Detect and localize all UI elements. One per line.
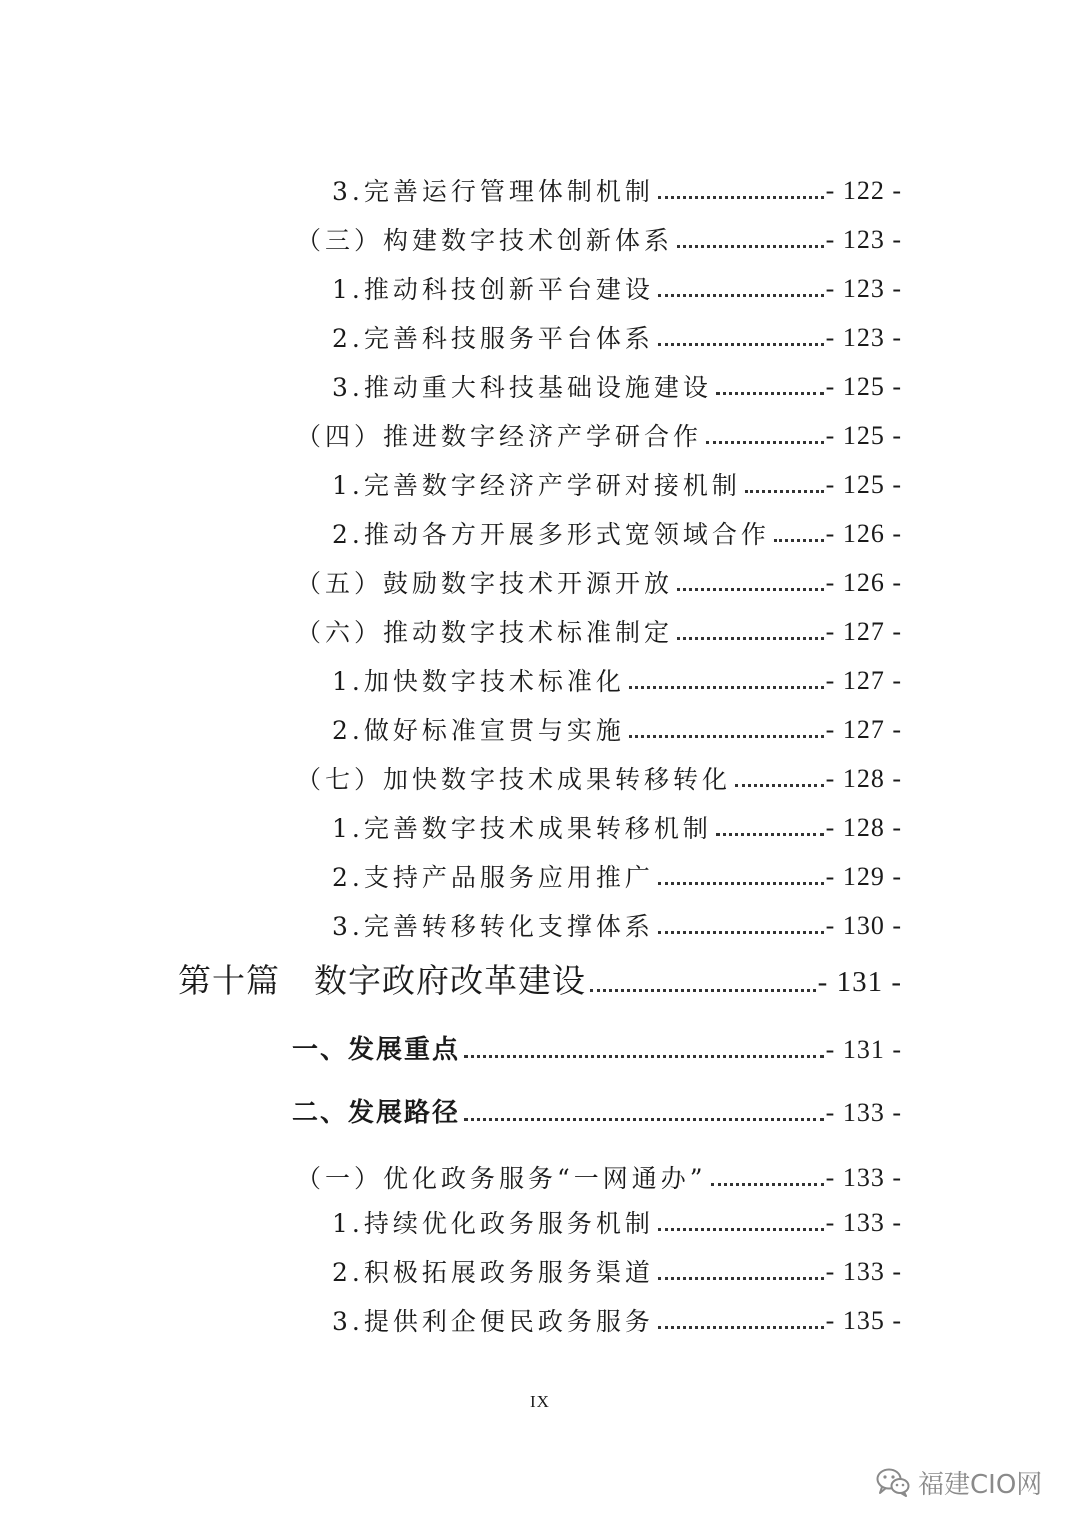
leader-dots — [464, 1118, 824, 1121]
toc-entry-label: （一）优化政务服务“一网通办” — [296, 1164, 707, 1193]
toc-entry-page: - 123 - — [825, 323, 902, 352]
toc-entry-page: - 123 - — [825, 274, 902, 303]
toc-entry-label: 2.做好标准宣贯与实施 — [332, 716, 625, 745]
toc-entry-page: - 122 - — [825, 176, 902, 205]
toc-entry-label: 3.提供利企便民政务服务 — [332, 1307, 654, 1336]
leader-dots — [774, 539, 824, 542]
toc-entry-page: - 131 - — [817, 966, 902, 998]
toc-entry-page: - 125 - — [825, 372, 902, 401]
leader-dots — [464, 1055, 824, 1058]
toc-entry-page: - 123 - — [825, 225, 902, 254]
leader-dots — [658, 882, 824, 885]
toc-entry-page: - 126 - — [825, 568, 902, 597]
toc-entry-page: - 126 - — [825, 519, 902, 548]
toc-entry-label: 1.持续优化政务服务机制 — [332, 1209, 654, 1238]
toc-entry-label: 3.完善运行管理体制机制 — [332, 177, 654, 206]
toc-entry[interactable] — [0, 850, 1080, 890]
leader-dots — [629, 686, 824, 689]
toc-entry[interactable] — [0, 1151, 1080, 1191]
toc-entry-label: 一、发展重点 — [292, 1035, 461, 1065]
watermark-text: 福建CIO网 — [918, 1469, 1043, 1500]
toc-entry[interactable] — [0, 1086, 1080, 1126]
toc-entry-label: （三）构建数字技术创新体系 — [296, 226, 674, 255]
toc-entry[interactable] — [0, 1294, 1080, 1334]
toc-entry[interactable] — [0, 899, 1080, 939]
toc-entry[interactable] — [0, 556, 1080, 596]
toc-entry-label: （五）鼓励数字技术开源开放 — [296, 569, 674, 598]
wechat-icon — [876, 1467, 910, 1497]
toc-entry[interactable] — [0, 703, 1080, 743]
leader-dots — [677, 637, 824, 640]
toc-entry-page: - 125 - — [825, 421, 902, 450]
toc-entry-page: - 131 - — [825, 1035, 902, 1064]
toc-entry-page: - 133 - — [825, 1208, 902, 1237]
page-number: IX — [530, 1392, 550, 1411]
toc-entry-label: 1.推动科技创新平台建设 — [332, 275, 654, 304]
toc-entry-page: - 133 - — [825, 1163, 902, 1192]
toc-entry[interactable] — [0, 605, 1080, 645]
toc-entry-page: - 129 - — [825, 862, 902, 891]
leader-dots — [629, 735, 824, 738]
toc-entry-page: - 127 - — [825, 666, 902, 695]
toc-entry-label: （四）推进数字经济产学研合作 — [296, 422, 703, 451]
toc-entry[interactable] — [0, 1023, 1080, 1063]
leader-dots — [658, 294, 824, 297]
leader-dots — [658, 196, 824, 199]
leader-dots — [711, 1183, 824, 1186]
toc-entry-label: （六）推动数字技术标准制定 — [296, 618, 674, 647]
toc-entry-label: （七）加快数字技术成果转移转化 — [296, 765, 732, 794]
toc-part-heading — [178, 961, 586, 1000]
watermark — [876, 1462, 1042, 1502]
toc-entry[interactable] — [0, 752, 1080, 792]
toc-entry-label: 2.推动各方开展多形式宽领域合作 — [332, 520, 770, 549]
leader-dots — [716, 833, 824, 836]
leader-dots — [706, 441, 824, 444]
toc-entry-page: - 128 - — [825, 813, 902, 842]
toc-entry-page: - 127 - — [825, 715, 902, 744]
toc-entry-label: 2.积极拓展政务服务渠道 — [332, 1258, 654, 1287]
toc-entry-label: 2.支持产品服务应用推广 — [332, 863, 654, 892]
toc-entry-page: - 135 - — [825, 1306, 902, 1335]
leader-dots — [677, 245, 824, 248]
toc-entry[interactable] — [0, 1245, 1080, 1285]
toc-entry-label: 1.加快数字技术标准化 — [332, 667, 625, 696]
leader-dots — [658, 1277, 824, 1280]
leader-dots — [658, 931, 824, 934]
toc-entry-label: 1.完善数字经济产学研对接机制 — [332, 471, 741, 500]
toc-entry-label: 二、发展路径 — [292, 1098, 461, 1128]
toc-entry[interactable] — [0, 360, 1080, 400]
leader-dots — [716, 392, 824, 395]
toc-entry-page: - 133 - — [825, 1257, 902, 1286]
toc-entry[interactable] — [0, 1196, 1080, 1236]
toc-entry[interactable] — [0, 311, 1080, 351]
leader-dots — [590, 989, 816, 992]
toc-entry-page: - 128 - — [825, 764, 902, 793]
toc-entry-page: - 130 - — [825, 911, 902, 940]
toc-entry[interactable] — [0, 507, 1080, 547]
toc-entry[interactable] — [0, 213, 1080, 253]
toc-entry[interactable] — [0, 801, 1080, 841]
part-title: 数字政府改革建设 — [314, 961, 586, 1000]
leader-dots — [677, 588, 824, 591]
toc-entry-label: 3.完善转移转化支撑体系 — [332, 912, 654, 941]
leader-dots — [658, 343, 824, 346]
leader-dots — [658, 1326, 824, 1329]
toc-entry-label: 1.完善数字技术成果转移机制 — [332, 814, 712, 843]
toc-entry-page: - 127 - — [825, 617, 902, 646]
toc-part-entry[interactable] — [0, 947, 1080, 1000]
toc-entry[interactable] — [0, 409, 1080, 449]
toc-entry-label: 2.完善科技服务平台体系 — [332, 324, 654, 353]
leader-dots — [658, 1228, 824, 1231]
toc-entry[interactable] — [0, 654, 1080, 694]
toc-entry[interactable] — [0, 262, 1080, 302]
toc-entry-label: 3.推动重大科技基础设施建设 — [332, 373, 712, 402]
part-number: 第十篇 — [178, 961, 280, 1000]
toc-entry[interactable] — [0, 164, 1080, 204]
toc-entry[interactable] — [0, 458, 1080, 498]
toc-entry-page: - 133 - — [825, 1098, 902, 1127]
toc-entry-page: - 125 - — [825, 470, 902, 499]
leader-dots — [735, 784, 824, 787]
leader-dots — [745, 490, 824, 493]
